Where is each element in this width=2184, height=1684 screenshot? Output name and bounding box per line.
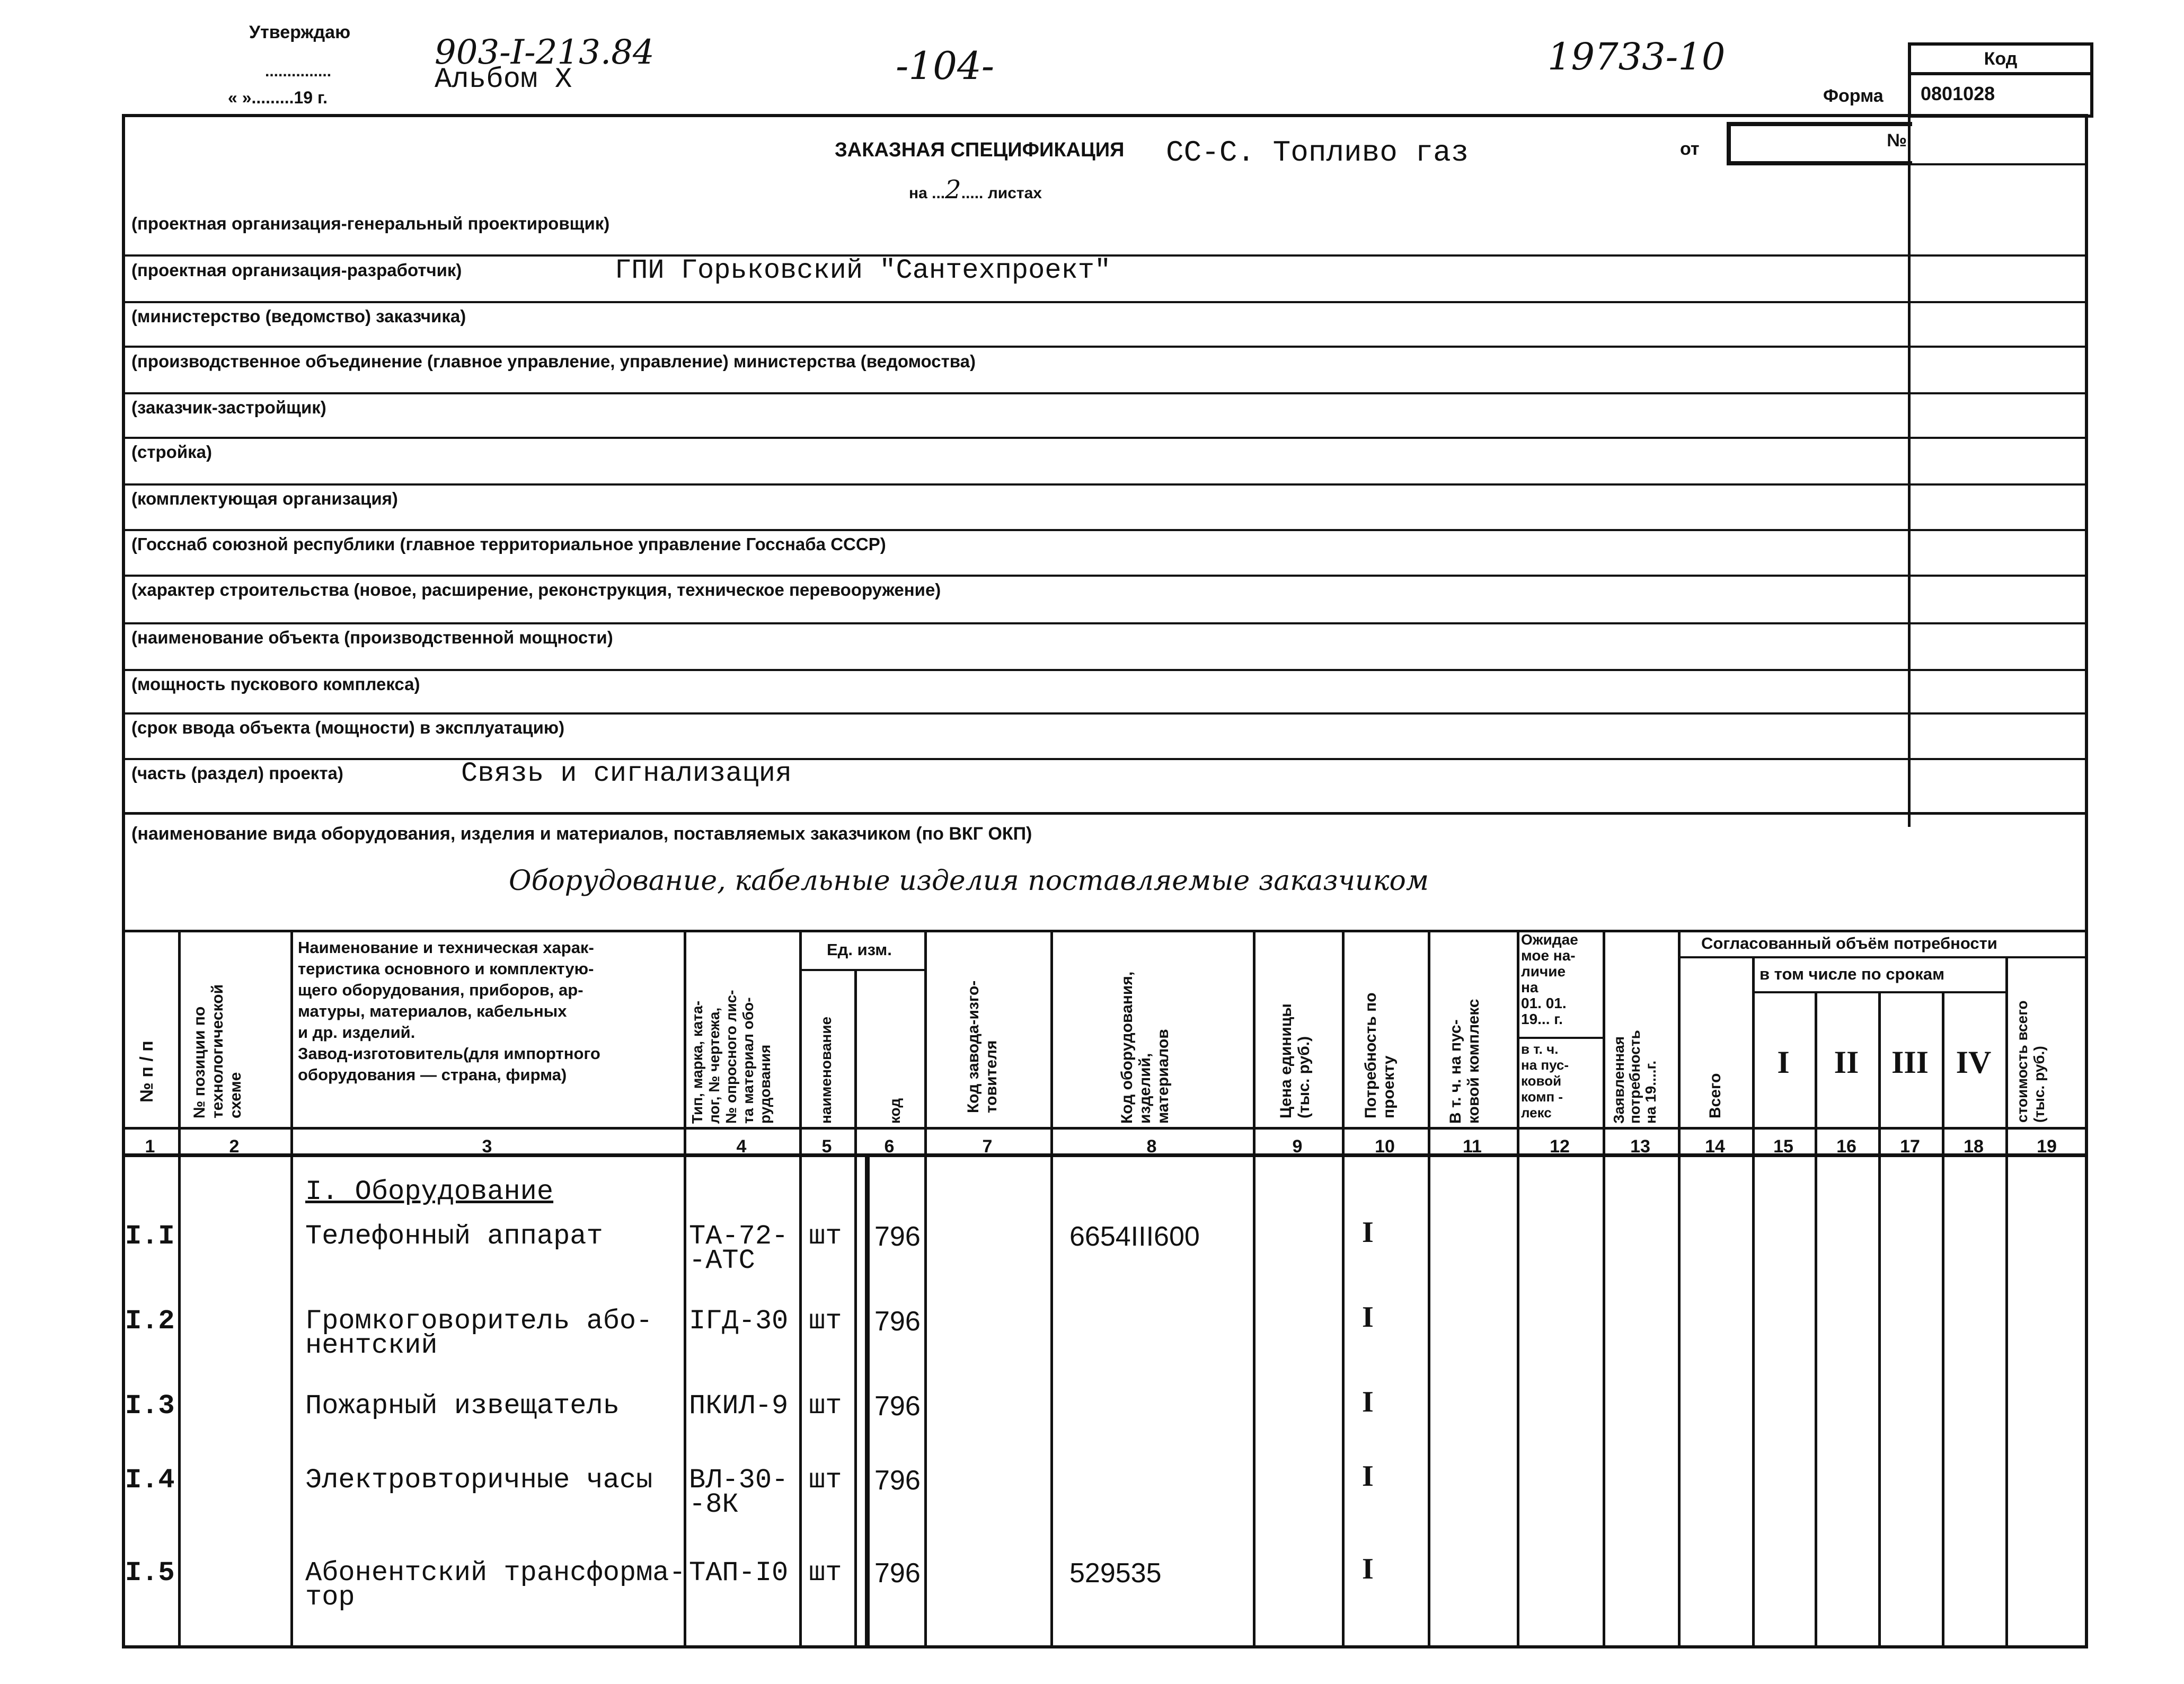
- col13-header-line: потребность: [1626, 1030, 1643, 1124]
- info-bottom-line: [122, 812, 2088, 815]
- row-need: I: [1362, 1553, 1374, 1585]
- col7-header: [965, 981, 1001, 1113]
- row-equipment-code: 529535: [1069, 1558, 1162, 1589]
- row-unit-code: 796: [874, 1558, 921, 1589]
- row-need: I: [1362, 1460, 1374, 1493]
- col-line: [1428, 930, 1430, 1648]
- column-number: 11: [1463, 1136, 1482, 1157]
- row-need: I: [1362, 1386, 1374, 1418]
- info-row-label: (часть (раздел) проекта): [131, 763, 343, 783]
- col-line: [854, 970, 857, 1648]
- code-column-line: [1908, 163, 2088, 165]
- from-label: от: [1680, 139, 1700, 159]
- col3-header-line: Наименование и техническая харак-: [298, 938, 594, 957]
- col8-header-line: изделий,: [1136, 1053, 1154, 1124]
- col9-header-line: Цена единицы: [1277, 1003, 1295, 1118]
- row-unit-code: 796: [874, 1391, 921, 1422]
- sheets-suffix: ..... листах: [961, 184, 1042, 202]
- col-line: [178, 930, 181, 1648]
- col6-header: код: [887, 1098, 903, 1124]
- col-line: [1878, 992, 1881, 1648]
- row-type: [689, 1390, 789, 1422]
- column-number: 10: [1375, 1136, 1395, 1157]
- row-type-line: ПКИЛ-9: [689, 1390, 789, 1422]
- info-row-label: (проектная организация-генеральный проектировщик): [131, 214, 610, 233]
- col5-header: наименование: [818, 1016, 834, 1124]
- col18-header: IV: [1956, 1045, 1992, 1080]
- col3-header-line: щего оборудования, приборов, ар-: [298, 981, 583, 999]
- album-label: Альбом X: [435, 64, 572, 96]
- col10-header-line: проекту: [1380, 1055, 1398, 1118]
- col13-header-line: на 19....г.: [1642, 1060, 1659, 1124]
- equipment-kind-label: (наименование вида оборудования, изделия и материалов, поставляемых заказчиком (по ВКГ ОКП): [131, 824, 1032, 844]
- sheets-prefix: на ...: [909, 184, 945, 202]
- number-label: №: [1887, 130, 1907, 151]
- col-line: [1815, 992, 1817, 1648]
- info-row-line: [122, 575, 2088, 577]
- col9-header-line: (тыс. руб.): [1295, 1036, 1313, 1118]
- agreed-group-line: [1678, 956, 2088, 958]
- row-name-line: Пожарный извещатель: [305, 1390, 620, 1422]
- col16-header: II: [1834, 1045, 1859, 1080]
- row-type: [689, 1465, 789, 1520]
- sheets-info: [909, 175, 1042, 205]
- col17-header: III: [1891, 1045, 1929, 1080]
- col-line: [684, 930, 686, 1648]
- col3-header-line: теристика основного и комплектую-: [298, 959, 594, 978]
- row-type: [689, 1306, 789, 1337]
- col-line: [924, 930, 927, 1648]
- spec-subject: СС-С. Топливо газ: [1166, 136, 1469, 170]
- info-row-label: (характер строительства (новое, расширение, реконструкция, техническое перевооружение): [131, 580, 941, 599]
- col12-bottom-header-line: ковой: [1521, 1073, 1562, 1089]
- row-number: I.2: [125, 1306, 175, 1337]
- row-equipment-code: 6654III600: [1069, 1221, 1200, 1252]
- kod-value: 0801028: [1921, 83, 1995, 104]
- col11-header-line: В т. ч. на пус-: [1447, 1019, 1464, 1124]
- info-row-value: Связь и сигнализация: [461, 758, 792, 789]
- info-row-line: [122, 529, 2088, 531]
- row-unit: шт: [809, 1465, 842, 1496]
- row-name: [305, 1557, 686, 1613]
- row-name-line: Телефонный аппарат: [305, 1221, 603, 1252]
- column-number: 7: [982, 1136, 993, 1157]
- info-row-line: [122, 712, 2088, 715]
- column-number: 3: [482, 1136, 492, 1157]
- col12-bottom-header-line: лекс: [1521, 1105, 1552, 1121]
- col4-header: [689, 990, 774, 1124]
- row-type-line: ТАП-I0: [689, 1557, 789, 1589]
- row-unit: шт: [809, 1557, 842, 1589]
- approve-signature-line: ...............: [265, 63, 332, 80]
- row-name-line: Электровторичные часы: [305, 1465, 653, 1496]
- col12-top-header: [1521, 932, 1578, 1027]
- column-number: 6: [884, 1136, 895, 1157]
- col12-bottom-header-line: комп -: [1521, 1089, 1563, 1105]
- col2-header: № позиции по технологической схеме: [191, 984, 244, 1118]
- unit-group-line: [799, 969, 924, 971]
- col12-top-header-line: на: [1521, 979, 1538, 995]
- column-number: 13: [1630, 1136, 1650, 1157]
- info-row-line: [122, 758, 2088, 760]
- number-box: [1727, 122, 1912, 165]
- col3-header: [298, 937, 600, 1086]
- row-type-line: IГД-30: [689, 1306, 789, 1337]
- column-number: 9: [1292, 1136, 1303, 1157]
- row-number: I.5: [125, 1557, 175, 1589]
- row-unit: шт: [809, 1306, 842, 1337]
- info-row-label: (проектная организация-разработчик): [131, 260, 462, 280]
- column-number: 1: [145, 1136, 155, 1157]
- info-row-line: [122, 437, 2088, 439]
- column-number: 19: [2037, 1136, 2057, 1157]
- column-number: 8: [1146, 1136, 1157, 1157]
- col13-header-line: Заявленная: [1611, 1036, 1627, 1124]
- column-number: 16: [1836, 1136, 1856, 1157]
- table-header-bottom-line: [122, 1127, 2088, 1130]
- row-type: [689, 1557, 789, 1589]
- row-number: I.4: [125, 1465, 175, 1496]
- col10-header-line: Потребность по: [1362, 992, 1380, 1118]
- row-name: [305, 1221, 603, 1252]
- col19-header-line: стоимость всего: [2014, 1000, 2030, 1123]
- info-row-line: [122, 669, 2088, 671]
- row-unit: шт: [809, 1221, 842, 1252]
- forma-label: Форма: [1823, 86, 1884, 106]
- col-line: [1942, 992, 1944, 1648]
- col4-header-line: лог, № чертежа,: [706, 1007, 722, 1124]
- row-name: [305, 1306, 653, 1361]
- col14-header: Всего: [1706, 1073, 1724, 1118]
- doc-number: 903-I-213.84: [435, 33, 655, 72]
- column-number: 5: [821, 1136, 832, 1157]
- row-name-line: Абонентский трансформа-: [305, 1557, 686, 1589]
- col15-header: I: [1777, 1045, 1790, 1080]
- row-name: [305, 1390, 620, 1422]
- col8-header-line: материалов: [1154, 1029, 1172, 1124]
- col4-header-line: та материал обо-: [740, 997, 756, 1124]
- col7-header-line: товителя: [983, 1040, 1000, 1113]
- info-row-label: (стройка): [131, 442, 212, 462]
- column-number: 15: [1773, 1136, 1793, 1157]
- col8-header-line: Код оборудования,: [1118, 971, 1136, 1124]
- col7-header-line: Код завода-изго-: [965, 980, 982, 1113]
- col-line: [1603, 930, 1605, 1648]
- terms-group-header: в том числе по срокам: [1759, 965, 1945, 983]
- equipment-kind-value: Оборудование, кабельные изделия поставляемые заказчиком: [509, 865, 1429, 897]
- col-line-thick: [865, 1157, 870, 1648]
- info-row-label: (министерство (ведомство) заказчика): [131, 306, 466, 326]
- col3-header-line: матуры, материалов, кабельных: [298, 1002, 567, 1020]
- row-number: I.3: [125, 1390, 175, 1422]
- table-top-line: [122, 930, 2088, 932]
- unit-group-header: Ед. изм.: [827, 940, 892, 959]
- info-row-label: (производственное объединение (главное управление, управление) министерства (ведомоства): [131, 351, 976, 371]
- column-number: 14: [1705, 1136, 1725, 1157]
- row-unit-code: 796: [874, 1306, 921, 1337]
- column-number: 4: [736, 1136, 747, 1157]
- row-type-line: ВЛ-30-: [689, 1465, 789, 1496]
- code-column-border: [1908, 114, 1911, 827]
- info-row-line: [122, 346, 2088, 348]
- col12-top-header-line: Ожидае: [1521, 931, 1578, 948]
- col-line: [1253, 930, 1255, 1648]
- agreed-group-header: Согласованный объём потребности: [1701, 934, 1997, 953]
- row-name-line: тор: [305, 1582, 355, 1613]
- col12-top-header-line: 01. 01.: [1521, 995, 1567, 1011]
- row-need: I: [1362, 1216, 1374, 1249]
- info-row-label: (срок ввода объекта (мощности) в эксплуатацию): [131, 718, 565, 737]
- col-line: [2005, 957, 2008, 1648]
- info-row-value: ГПИ Горьковский "Сантехпроект": [615, 255, 1111, 286]
- col3-header-line: оборудования — страна, фирма): [298, 1065, 567, 1084]
- info-row-label: (заказчик-застройщик): [131, 398, 326, 417]
- info-row-line: [122, 301, 2088, 303]
- row-type-line: ТА-72-: [689, 1221, 789, 1252]
- info-row-label: (комплектующая организация): [131, 489, 398, 508]
- approve-date: « ».........19 г.: [228, 88, 328, 107]
- col11-header-line: ковой комплекс: [1465, 999, 1482, 1124]
- row-unit-code: 796: [874, 1465, 921, 1496]
- row-type-line: -8К: [689, 1489, 739, 1520]
- page-number: -104-: [896, 43, 995, 88]
- col10-header: [1362, 992, 1398, 1118]
- col12-bottom-header-line: на пус-: [1521, 1057, 1569, 1073]
- col12-bottom-header: [1521, 1041, 1569, 1121]
- column-number: 12: [1550, 1136, 1570, 1157]
- row-type-line: -АТС: [689, 1245, 755, 1276]
- col1-header: № п / п: [137, 1041, 157, 1103]
- col-line: [290, 930, 293, 1648]
- col9-header: [1277, 1003, 1313, 1118]
- col12-top-header-line: личие: [1521, 963, 1566, 980]
- col13-header: [1611, 1030, 1659, 1124]
- col-line: [1678, 930, 1681, 1648]
- col12-top-header-line: мое на-: [1521, 947, 1576, 964]
- info-row-line: [122, 483, 2088, 486]
- kod-header-box: [1908, 42, 2093, 75]
- col4-header-line: Тип, марка, ката-: [689, 1000, 705, 1124]
- terms-group-line: [1752, 991, 2005, 993]
- column-number: 18: [1964, 1136, 1984, 1157]
- col19-header-line: (тыс. руб.): [2031, 1046, 2047, 1123]
- kod-value-box: [1908, 74, 2093, 118]
- row-unit: шт: [809, 1390, 842, 1422]
- col12-split-line: [1517, 1037, 1603, 1039]
- info-row-label: (Госснаб союзной республики (главное территориальное управление Госснаба СССР): [131, 534, 886, 554]
- col3-header-line: Завод-изготовитель(для импортного: [298, 1044, 600, 1063]
- col-line: [799, 930, 802, 1648]
- col4-header-line: рудования: [757, 1044, 773, 1124]
- col3-header-line: и др. изделий.: [298, 1023, 415, 1042]
- kod-label: Код: [1984, 49, 2018, 69]
- col-line: [1342, 930, 1345, 1648]
- col8-header: [1118, 972, 1172, 1124]
- spec-title: ЗАКАЗНАЯ СПЕЦИФИКАЦИЯ: [835, 139, 1125, 161]
- row-name-line: Громкоговоритель або-: [305, 1306, 653, 1337]
- col4-header-line: № опросного лис-: [723, 990, 739, 1124]
- info-row-label: (мощность пускового комплекса): [131, 674, 420, 694]
- col12-top-header-line: 19... г.: [1521, 1011, 1563, 1027]
- section-title: I. Оборудование: [305, 1176, 554, 1207]
- row-unit-code: 796: [874, 1221, 921, 1252]
- col-line: [1050, 930, 1053, 1648]
- approve-label: Утверждаю: [249, 22, 351, 42]
- column-number: 2: [229, 1136, 240, 1157]
- stamp-number: 19733-10: [1548, 35, 1726, 78]
- row-name-line: нентский: [305, 1330, 438, 1361]
- col19-header: [2014, 1000, 2048, 1123]
- sheets-count: 2: [945, 175, 961, 205]
- row-type: [689, 1221, 789, 1276]
- col11-header: [1447, 999, 1483, 1124]
- info-row-label: (наименование объекта (производственной мощности): [131, 628, 613, 647]
- col12-bottom-header-line: в т. ч.: [1521, 1041, 1559, 1057]
- row-number: I.I: [125, 1221, 175, 1252]
- info-row-line: [122, 392, 2088, 394]
- column-number: 17: [1900, 1136, 1920, 1157]
- info-row-line: [122, 622, 2088, 624]
- row-name: [305, 1465, 653, 1496]
- row-need: I: [1362, 1301, 1374, 1334]
